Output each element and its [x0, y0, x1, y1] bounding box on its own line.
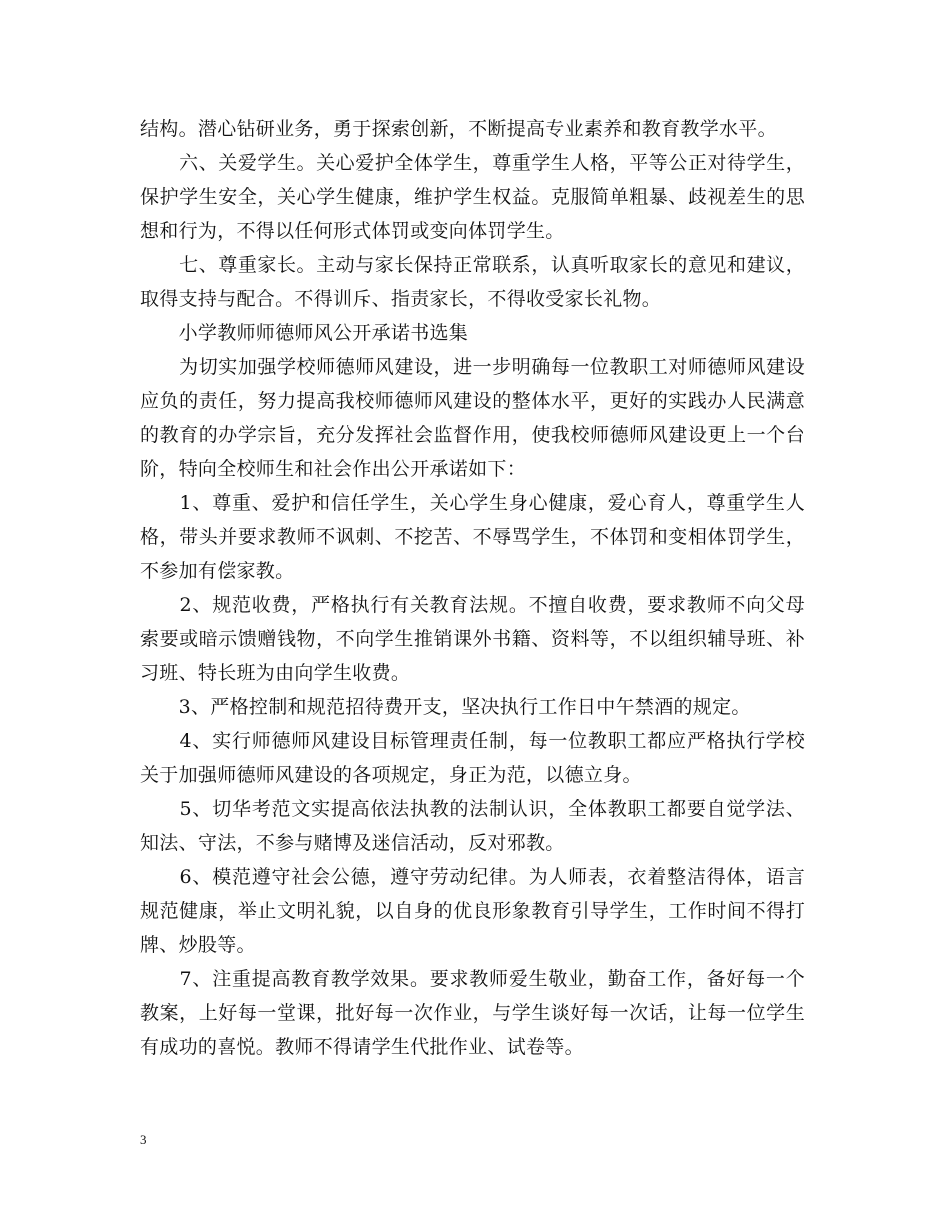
pledge-item-5: 5、切华考范文实提高依法执教的法制认识，全体教职工都要自觉学法、知法、守法，不参与赌博及迷信活动，反对邪教。 [140, 798, 805, 854]
paragraph-respect-parents: 七、尊重家长。主动与家长保持正常联系，认真听取家长的意见和建议，取得支持与配合。不得训斥、指责家长，不得收受家长礼物。 [140, 254, 805, 310]
paragraph-introduction: 为切实加强学校师德师风建设，进一步明确每一位教职工对师德师风建设应负的责任，努力提高我校师德师风建设的整体水平，更好的实践办人民满意的教育的办学宗旨，充分发挥社会监督作用，使我校师德师风建设更上一个台阶，特向全校师生和社会作出公开承诺如下： [140, 356, 805, 480]
pledge-item-4: 4、实行师德师风建设目标管理责任制，每一位教职工都应严格执行学校关于加强师德师风建设的各项规定，身正为范，以德立身。 [140, 730, 805, 786]
document-body [140, 112, 805, 1064]
pledge-item-1: 1、尊重、爱护和信任学生，关心学生身心健康，爱心育人，尊重学生人格，带头并要求教师不讽刺、不挖苦、不辱骂学生，不体罚和变相体罚学生，不参加有偿家教。 [140, 492, 805, 582]
pledge-item-7: 7、注重提高教育教学效果。要求教师爱生敬业，勤奋工作，备好每一个教案，上好每一堂课，批好每一次作业，与学生谈好每一次话，让每一位学生有成功的喜悦。教师不得请学生代批作业、试卷等。 [140, 968, 805, 1058]
paragraph-continuation: 结构。潜心钻研业务，勇于探索创新，不断提高专业素养和教育教学水平。 [140, 118, 777, 140]
pledge-item-3: 3、严格控制和规范招待费开支，坚决执行工作日中午禁酒的规定。 [140, 696, 751, 718]
page-number: 3 [140, 1132, 147, 1147]
section-title: 小学教师师德师风公开承诺书选集 [140, 322, 469, 344]
paragraph-care-students: 六、关爱学生。关心爱护全体学生，尊重学生人格，平等公正对待学生，保护学生安全，关心学生健康，维护学生权益。克服简单粗暴、歧视差生的思想和行为，不得以任何形式体罚或变向体罚学生。 [140, 152, 805, 242]
pledge-item-2: 2、规范收费，严格执行有关教育法规。不擅自收费，要求教师不向父母索要或暗示馈赠钱物，不向学生推销课外书籍、资料等，不以组织辅导班、补习班、特长班为由向学生收费。 [140, 594, 805, 684]
pledge-item-6: 6、模范遵守社会公德，遵守劳动纪律。为人师表，衣着整洁得体，语言规范健康，举止文明礼貌，以自身的优良形象教育引导学生，工作时间不得打牌、炒股等。 [140, 866, 805, 956]
